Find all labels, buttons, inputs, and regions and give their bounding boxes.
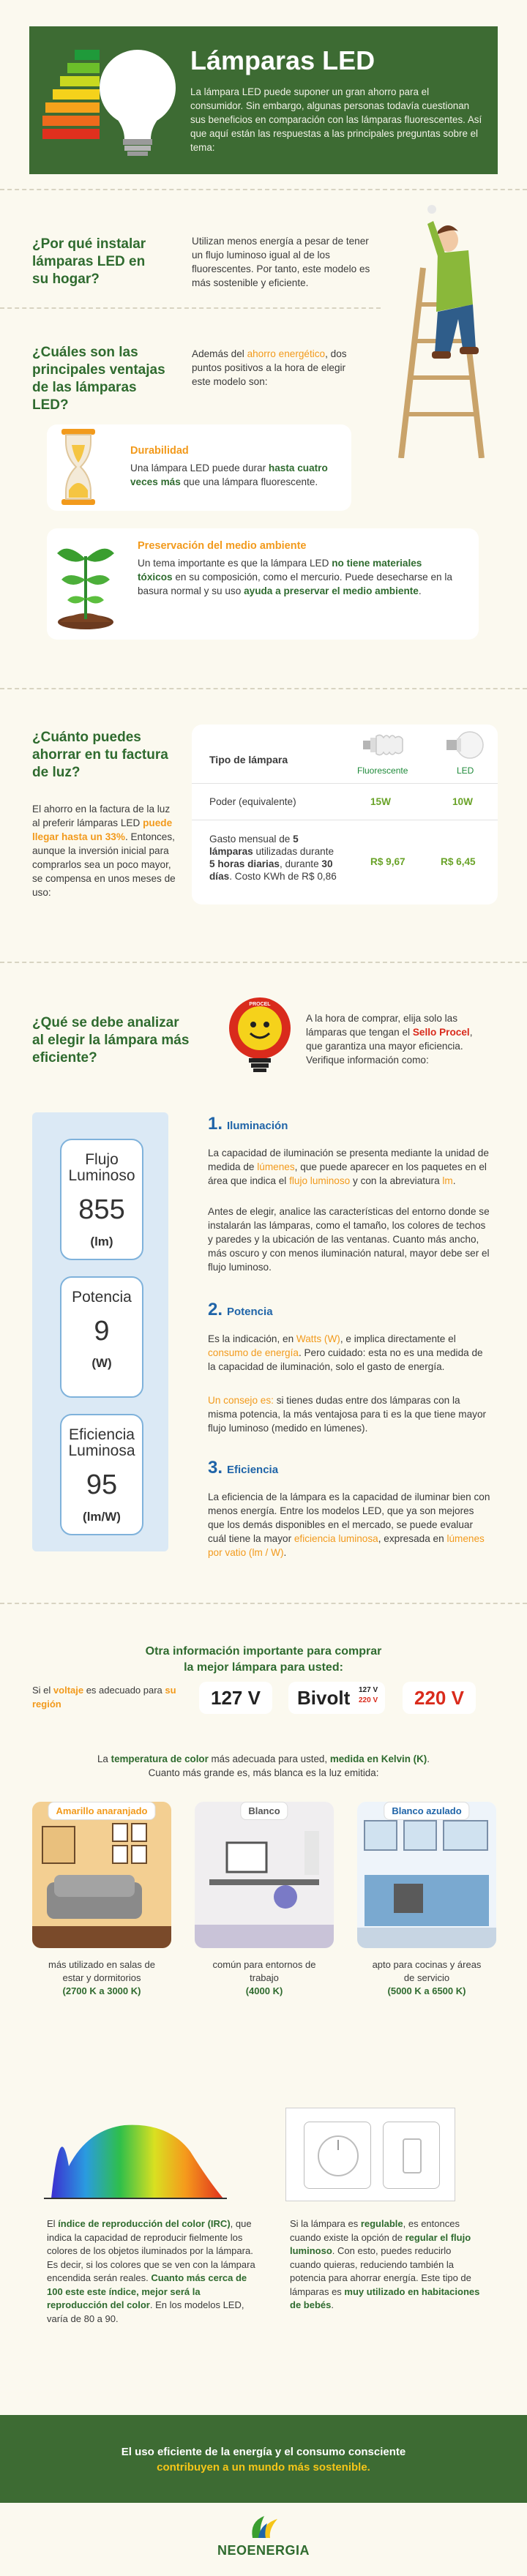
hero-banner (29, 26, 498, 174)
procel-seal-icon (227, 995, 293, 1076)
color-spectrum-chart (44, 2100, 227, 2203)
item-illumination-heading: 1. Iluminación (208, 1114, 288, 1134)
environment-card (47, 528, 479, 640)
row-cost-led: R$ 6,45 (441, 856, 476, 867)
row-power-led: 10W (452, 796, 473, 807)
led-bulb-icon (445, 729, 486, 761)
cool-light-tag: Blanco azulado (384, 1802, 469, 1820)
warm-light-room (32, 1802, 171, 1948)
power-value: 9 (94, 1316, 110, 1347)
hero-intro-text: La lámpara LED puede suponer un gran ahorro para el consumidor. Sin embargo, algunas personas todavía cuestionan sus beneficios en comparación con las lámparas fluorescentes. Así que aquí están las respuestas a las principales preguntas sobre el tema: (190, 86, 482, 153)
white-light-tag: Blanco (240, 1802, 288, 1820)
bivolt-127: 127 V (359, 1686, 378, 1694)
luminous-flux-box (60, 1139, 143, 1260)
durability-card (47, 424, 351, 511)
switch-icon (383, 2122, 440, 2189)
luminous-efficiency-unit: (lm/W) (83, 1510, 121, 1524)
item-efficiency-text: La eficiencia de la lámpara es la capacidad de iluminar bien con menos energía. Entre los modelos LED, que ya son mejores que los demás disponibles en el mercado, se puede evaluar cuál tiene la mayor eficiencia luminosa, expresada en lúmenes por vatio (lm / W). (208, 1491, 490, 1558)
q2-title: ¿Cuáles son las principales ventajas de las lámparas LED? (32, 345, 165, 413)
item-power-text1: Es la indicación, en Watts (W), e implica directamente el consumo de energía. Pero cuidado: esta no es una medida de la capacidad de iluminación, solo el gasto de energía. (208, 1333, 483, 1372)
dimmable-text: Si la lámpara es regulable, es entonces cuando existe la opción de regular el flujo luminoso. Con esto, puedes reducirlo cuando quieras, reduciendo también la potencia para ahorrar energía. Este tipo de lámparas es muy utilizado en habitaciones de bebés. (290, 2218, 480, 2310)
plant-icon (53, 534, 119, 634)
luminous-efficiency-value: 95 (86, 1469, 118, 1500)
irc-text: El índice de reproducción del color (IRC), que indica la capacidad de reproducir fielmente los colores de los objetos iluminados por la lámpara. Es decir, si los colores que se ven con la lámpara encendida serán reales. Cuanto más cerca de 100 este este índice, mejor será la reproducción del color. En los modelos LED, varía de 80 a 90. (47, 2218, 255, 2324)
hourglass-icon (59, 427, 98, 506)
energy-label-lightbulb-illustration (42, 37, 203, 161)
table-header-type: Tipo de lámpara (209, 754, 288, 765)
dimmer-switch-illustration (285, 2108, 455, 2201)
q4-text: A la hora de comprar, elija solo las lámparas que tengan el Sello Procel, que garantiza una mayor eficiencia. Verifique información como: (306, 1013, 473, 1066)
luminous-flux-label: Flujo Luminoso (68, 1151, 135, 1184)
q1-title: ¿Por qué instalar lámparas LED en su hogar? (32, 236, 146, 287)
luminous-flux-unit: (lm) (90, 1235, 113, 1248)
environment-title: Preservación del medio ambiente (138, 540, 307, 552)
environment-text: Un tema importante es que la lámpara LED no tiene materiales tóxicos en su composición, como el mercurio. Puede desecharse en la basura normal y su uso ayuda a preservar el medio ambiente. (138, 558, 452, 596)
voltage-bivolt-badge: Bivolt 127 V 220 V (288, 1682, 385, 1714)
cool-light-room (357, 1802, 496, 1948)
dimmer-knob-icon (304, 2122, 371, 2189)
voltage-127-badge: 127 V (199, 1682, 272, 1714)
col-fluorescent: Fluorescente (357, 765, 408, 776)
item-illumination-text1: La capacidad de iluminación se presenta mediante la unidad de medida de lúmenes, que puede aparecer en los paquetes en el área que indica el flujo luminoso y con la abreviatura lm. (208, 1147, 489, 1186)
divider (0, 688, 527, 689)
warm-light-tag: Amarillo anaranjado (48, 1802, 156, 1820)
luminous-flux-value: 855 (78, 1194, 125, 1225)
white-light-room (195, 1802, 334, 1948)
divider (0, 189, 527, 190)
voltage-220-badge: 220 V (403, 1682, 476, 1714)
row-cost-fluorescent: R$ 9,67 (370, 856, 405, 867)
item-illumination-text2: Antes de elegir, analice las características del entorno donde se instalarán las lámparas, como el tamaño, los colores de techos y paredes y la ubicación de las ventanas. Cuanto más ancho, más oscuro y con menos iluminación natural, mayor debe ser el flujo luminoso. (208, 1206, 490, 1273)
q3-title: ¿Cuánto puedes ahorrar en tu factura de luz? (32, 730, 168, 780)
item-power-text2: Un consejo es: si tienes dudas entre dos lámparas con la misma potencia, la más ventajosa para ti es la que tiene mayor flujo luminoso (medido en lúmenes). (208, 1395, 487, 1434)
bivolt-220: 220 V (359, 1696, 378, 1704)
table-divider (192, 783, 498, 784)
q3-text: El ahorro en la factura de la luz al preferir lámparas LED puede llegar hasta un 33%. Entonces, aunque la inversión inicial para comprarlos sea un poco mayor, se compensa en unos meses de uso: (32, 804, 176, 898)
man-on-ladder-illustration (386, 202, 504, 458)
fluorescent-lamp-icon (363, 729, 404, 761)
cool-light-caption: apto para cocinas y áreas de servicio (5000 K a 6500 K) (372, 1959, 482, 1996)
q1-text: Utilizan menos energía a pesar de tener un flujo luminoso igual al de los fluorescentes. Por tanto, este modelo es más sostenible y eficiente. (192, 236, 370, 288)
row-power-label: Poder (equivalente) (209, 796, 296, 807)
q2-intro: Además del ahorro energético, dos puntos positivos a la hora de elegir este modelo son: (192, 348, 347, 387)
divider (0, 307, 381, 309)
power-label: Potencia (72, 1289, 132, 1306)
procel-seal-text: PROCEL (249, 1002, 271, 1007)
luminous-efficiency-label: Eficiencia Luminosa (68, 1426, 135, 1459)
luminous-efficiency-box (60, 1414, 143, 1535)
item-efficiency-heading: 3. Eficiencia (208, 1458, 279, 1478)
white-light-caption: común para entornos de trabajo (4000 K) (212, 1959, 316, 1996)
power-box (60, 1276, 143, 1398)
footer-banner (0, 2415, 527, 2503)
leaf-logo-icon (245, 2515, 282, 2539)
power-unit: (W) (91, 1356, 112, 1370)
neoenergia-logo: NEOENERGIA (205, 2515, 322, 2566)
divider (0, 962, 527, 963)
durability-title: Durabilidad (130, 445, 189, 457)
warm-light-caption: más utilizado en salas de estar y dormitorios (2700 K a 3000 K) (48, 1959, 155, 1996)
row-power-fluorescent: 15W (370, 796, 391, 807)
durability-text: Una lámpara LED puede durar hasta cuatro veces más que una lámpara fluorescente. (130, 463, 328, 487)
color-temp-text: La temperatura de color más adecuada para usted, medida en Kelvin (K). Cuanto más grande es, más blanca es la luz emitida: (97, 1753, 430, 1778)
q4-title: ¿Qué se debe analizar al elegir la lámpara más eficiente? (32, 1015, 190, 1066)
savings-table (192, 724, 498, 905)
footer-text: El uso eficiente de la energía y el consumo consciente contribuyen a un mundo más sostenible. (121, 2446, 406, 2474)
item-power-heading: 2. Potencia (208, 1300, 273, 1319)
col-led: LED (457, 765, 474, 776)
page-title: Lámparas LED (190, 45, 375, 75)
row-cost-label: Gasto mensual de 5 lámparas utilizadas durante 5 horas diarias, durante 30 días. Costo KWh de R$ 0,86 (209, 834, 337, 882)
divider (0, 1603, 527, 1604)
voltage-text: Si el voltaje es adecuado para su región (32, 1685, 176, 1710)
other-title: Otra información importante para comprar la mejor lámpara para usted: (145, 1645, 382, 1674)
